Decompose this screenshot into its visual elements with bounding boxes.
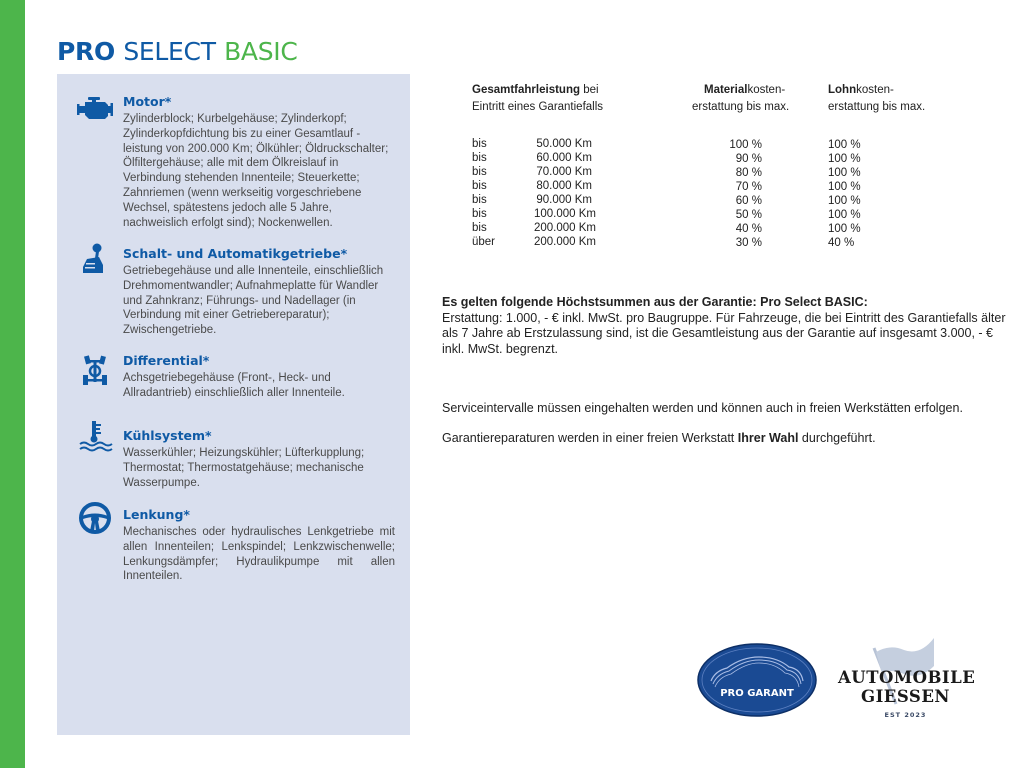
row-prefix: bis: [472, 152, 487, 164]
engine-icon: [77, 92, 113, 126]
row-prefix: über: [472, 236, 496, 248]
row-prefix: bis: [472, 138, 487, 150]
component-description: Zylinderblock; Kurbelgehäuse; Zylinderkopf; Zylinderkopfdichtung bis zu einer Gesamtlauf - leistung von 200.000 Km; Ölkühler; Öldruckschalter; Ölfiltergehäuse; alle mit dem Ölkreislauf in Verbindung stehenden Innenteile; Steuerkette; Zahnriemen (wenn werkseitig vorgeschriebene Wechsel, spätestens jedoch alle 5 Jahre, nachweislich erfolgt sind); Nockenwellen.: [123, 113, 389, 229]
component-description: Mechanisches oder hydraulisches Lenkgetriebe mit allen Innenteilen; Lenkspindel; Lenkzwischenwelle; Lenkungsdämpfer; Hydraulikpumpe mit allen Innenteilen.: [123, 526, 395, 583]
header-material-rest: kosten-: [747, 84, 786, 96]
header-labor-rest: kosten-: [856, 84, 894, 96]
header-material-line2: erstattung bis max.: [692, 101, 790, 113]
component-title: Schalt- und Automatikgetriebe*: [123, 246, 348, 261]
component-title: Lenkung*: [123, 507, 190, 522]
repair-note-bold: Ihrer Wahl: [737, 431, 799, 445]
table-row: [472, 179, 972, 193]
components-panel: [57, 74, 410, 735]
row-mileage: 60.000 Km: [536, 152, 592, 164]
component-title: Kühlsystem*: [123, 428, 212, 443]
row-labor: 100 %: [828, 209, 861, 221]
row-prefix: bis: [472, 208, 487, 220]
table-row: [472, 221, 972, 235]
maximum-amounts-title: Es gelten folgende Höchstsummen aus der Garantie: Pro Select BASIC:: [442, 295, 868, 309]
row-labor: 100 %: [828, 195, 861, 207]
row-prefix: bis: [472, 166, 487, 178]
table-row: [472, 165, 972, 179]
component-title: Motor*: [123, 94, 172, 109]
row-labor: 40 %: [828, 237, 855, 249]
row-mileage: 70.000 Km: [536, 166, 592, 178]
pro-garant-logo: [697, 643, 817, 717]
repair-note: [442, 431, 876, 446]
table-row: [472, 235, 972, 249]
row-labor: 100 %: [828, 167, 861, 179]
row-mileage: 200.000 Km: [533, 236, 596, 248]
row-material: 90 %: [735, 153, 762, 165]
component-description: Achsgetriebegehäuse (Front-, Heck- und Allradantrieb) einschließlich aller Innenteile.: [123, 372, 345, 399]
row-mileage: 90.000 Km: [536, 194, 592, 206]
title-select: SELECT: [123, 37, 216, 66]
steering-wheel-icon: [77, 501, 113, 535]
title-basic: BASIC: [224, 37, 298, 66]
gear-shift-icon: [77, 243, 113, 277]
header-labor: [828, 82, 925, 116]
row-material: 100 %: [729, 139, 762, 151]
page-title: [57, 37, 298, 67]
pro-garant-text: PRO GARANT: [720, 688, 794, 699]
row-prefix: bis: [472, 194, 487, 206]
differential-icon: [77, 355, 113, 389]
row-labor: 100 %: [828, 153, 861, 165]
maximum-amounts-section: [442, 295, 1017, 357]
header-material-bold: Material: [703, 84, 748, 96]
row-material: 60 %: [735, 195, 762, 207]
row-labor: 100 %: [828, 181, 861, 193]
row-mileage: 200.000 Km: [533, 222, 596, 234]
header-labor-bold: Lohn: [828, 84, 857, 96]
automobile-text: AUTOMOBILE: [838, 668, 976, 687]
component-description: Getriebegehäuse und alle Innenteile, einschließlich Drehmomentwandler; Aufnahmeplatte für Wandler und Zahnkranz; Führungs- und Nadellager (in Verbindung mit einer Getriebereparatur); Zwischengetriebe.: [123, 265, 384, 337]
table-row: [472, 137, 972, 151]
automobile-giessen-logo: [838, 636, 976, 726]
row-prefix: bis: [472, 222, 487, 234]
header-mileage-line2: Eintritt eines Garantiefalls: [472, 101, 604, 113]
component-title: Differential*: [123, 353, 210, 368]
coolant-temperature-icon: [77, 419, 113, 453]
header-labor-line2: erstattung bis max.: [828, 101, 926, 113]
maximum-amounts-body: Erstattung: 1.000, - € inkl. MwSt. pro Baugruppe. Für Fahrzeuge, die bei Eintritt des Garantiefalls älter als 7 Jahre ab Erstzulassung sind, ist die Gesamtleistung aus der Garantie auf insgesamt 3.000, - € inkl. MwSt. begrenzt.: [442, 310, 1006, 356]
table-row: [472, 193, 972, 207]
header-material: [692, 82, 789, 116]
row-labor: 100 %: [828, 223, 861, 235]
green-accent-bar: [0, 0, 25, 768]
table-row: [472, 207, 972, 221]
header-mileage-bold: Gesamtfahrleistung: [472, 84, 580, 96]
header-mileage: [472, 82, 603, 116]
header-mileage-rest: bei: [580, 84, 599, 96]
row-mileage: 80.000 Km: [536, 180, 592, 192]
giessen-text: GIESSEN: [860, 687, 950, 706]
row-material: 50 %: [735, 209, 762, 221]
row-material: 30 %: [735, 237, 762, 249]
component-description: Wasserkühler; Heizungskühler; Lüfterkupplung; Thermostat; Thermostatgehäuse; mechanische Wasserpumpe.: [123, 447, 365, 489]
repair-note-suffix: durchgeführt.: [798, 431, 876, 445]
row-material: 80 %: [735, 167, 762, 179]
row-mileage: 100.000 Km: [533, 208, 596, 220]
row-prefix: bis: [472, 180, 487, 192]
title-pro: PRO: [57, 37, 115, 66]
repair-note-prefix: Garantiereparaturen werden in einer freien Werkstatt: [442, 431, 738, 445]
row-labor: 100 %: [828, 139, 861, 151]
est-text: EST 2023: [884, 711, 927, 719]
row-material: 70 %: [735, 181, 762, 193]
row-mileage: 50.000 Km: [536, 138, 592, 150]
row-material: 40 %: [735, 223, 762, 235]
table-row: [472, 151, 972, 165]
service-interval-note: Serviceintervalle müssen eingehalten werden und können auch in freien Werkstätten erfolgen.: [442, 401, 963, 415]
